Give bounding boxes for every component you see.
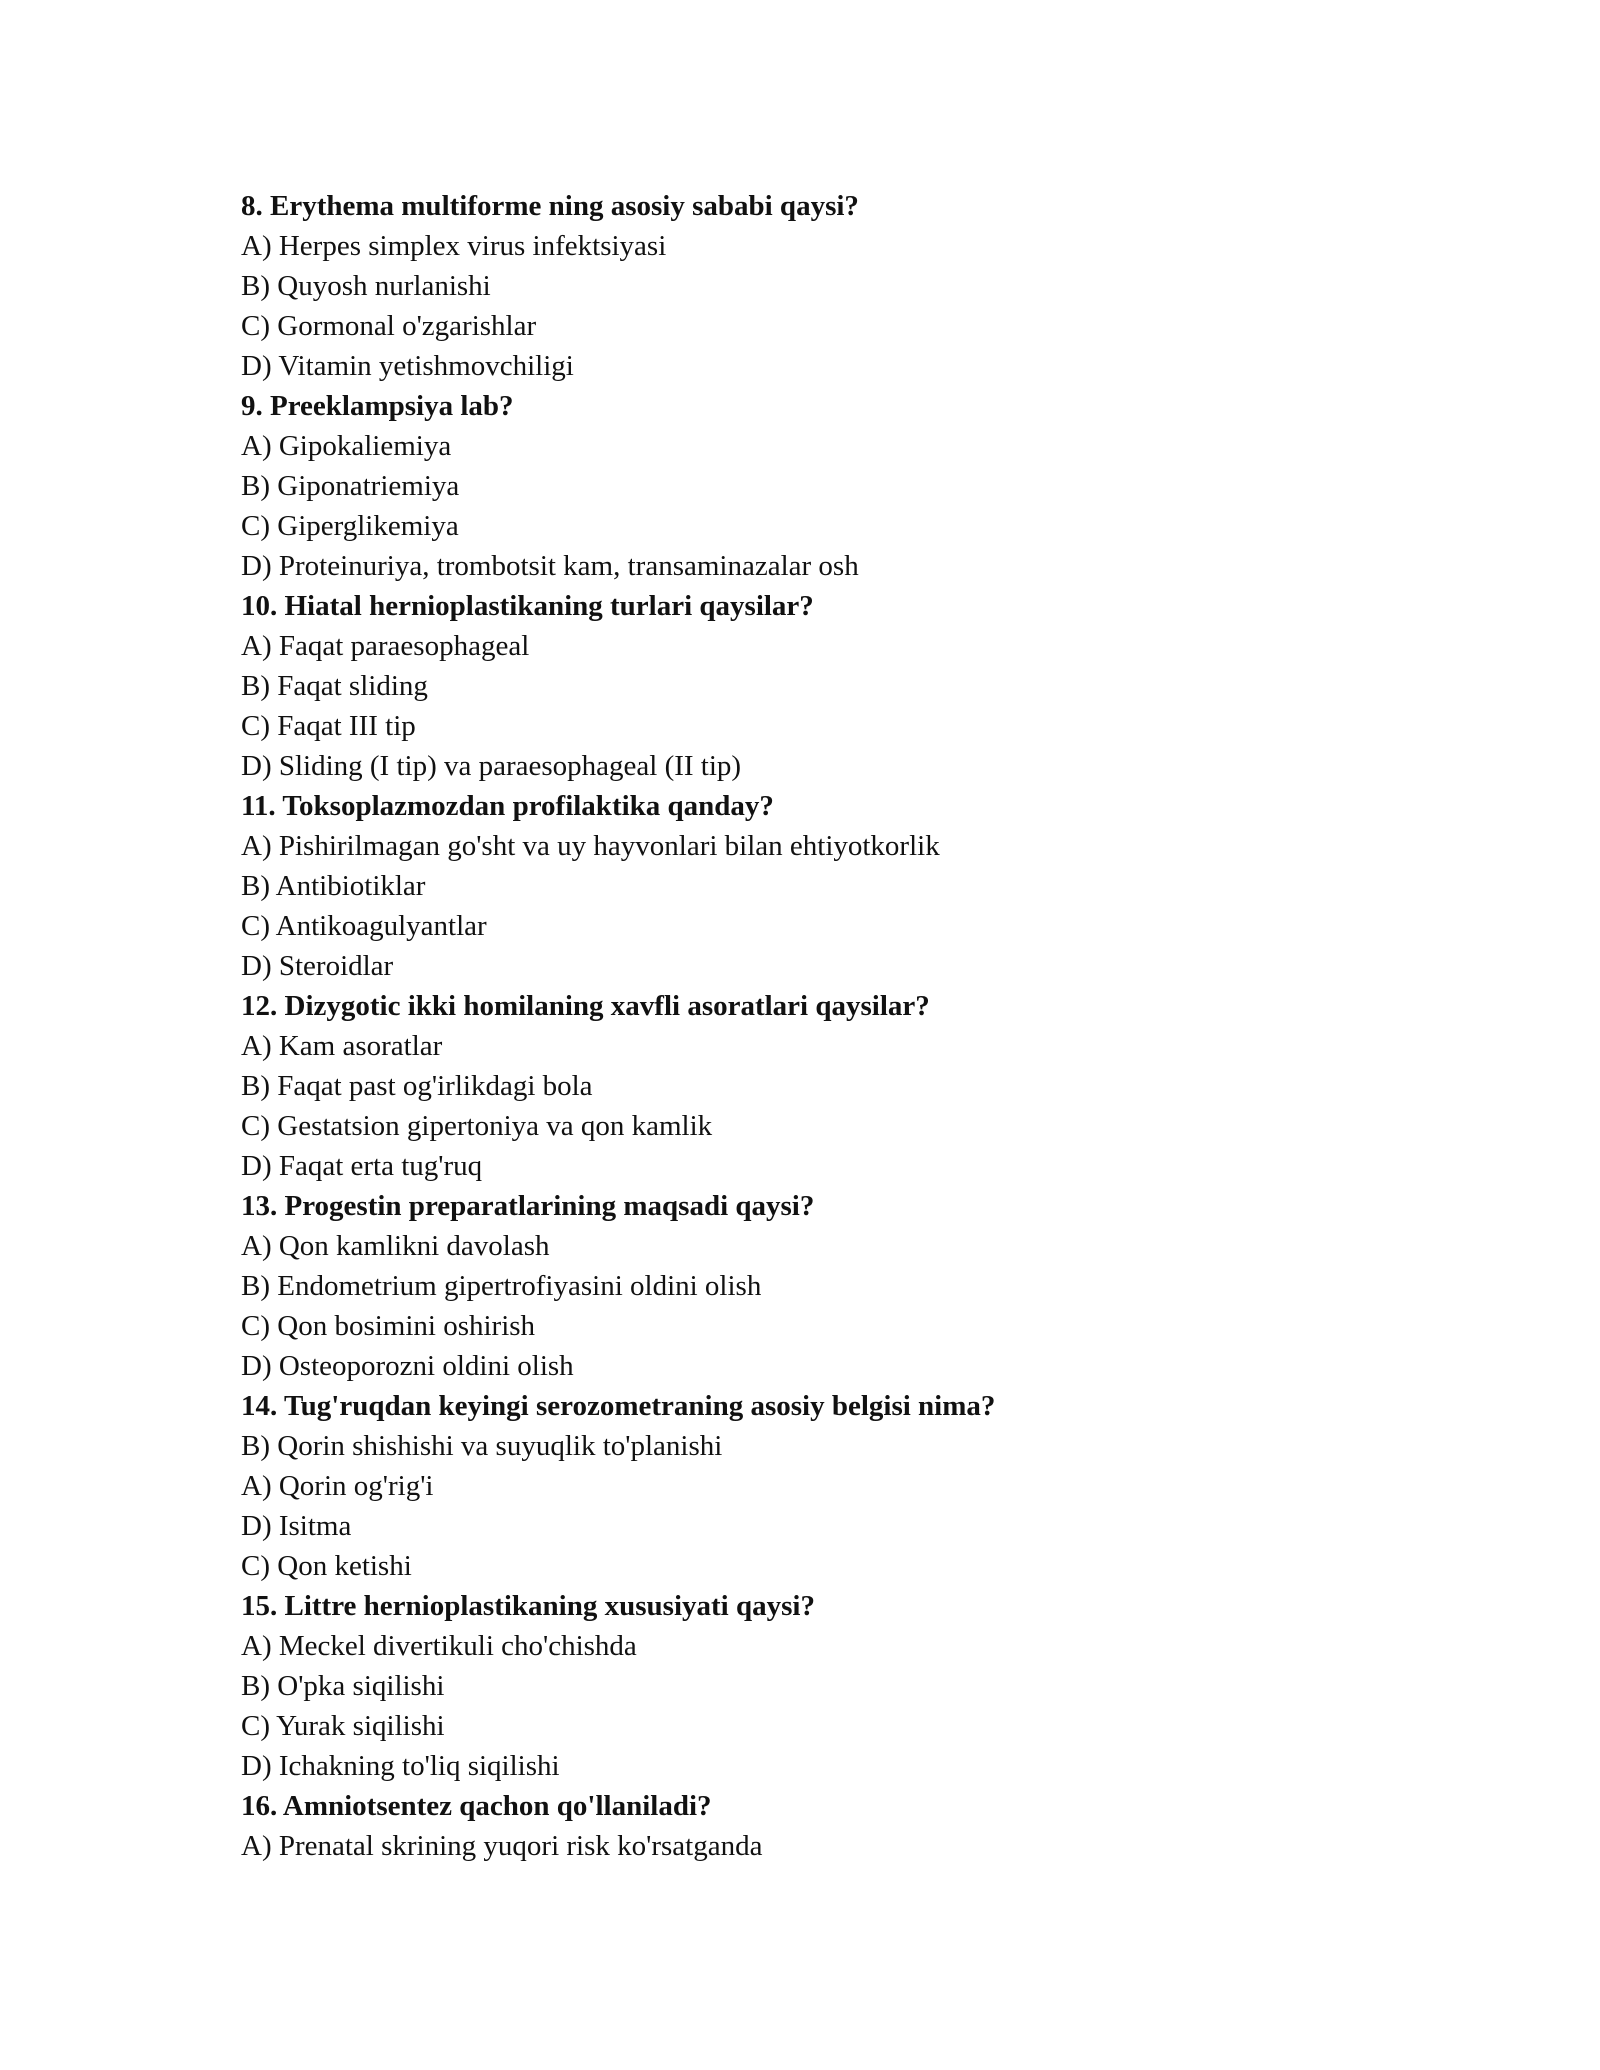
question-title: 9. Preeklampsiya lab? bbox=[241, 390, 514, 422]
answer-option: D) Isitma bbox=[241, 1510, 352, 1542]
answer-option: A) Qorin og'rig'i bbox=[241, 1470, 434, 1502]
question-title: 12. Dizygotic ikki homilaning xavfli asoratlari qaysilar? bbox=[241, 990, 930, 1022]
answer-option: A) Qon kamlikni davolash bbox=[241, 1230, 550, 1262]
answer-option: A) Faqat paraesophageal bbox=[241, 630, 530, 662]
question-list bbox=[241, 186, 1441, 1866]
answer-option: B) Giponatriemiya bbox=[241, 470, 460, 502]
answer-option: D) Vitamin yetishmovchiligi bbox=[241, 350, 574, 382]
answer-option: B) Endometrium gipertrofiyasini oldini olish bbox=[241, 1270, 762, 1302]
answer-option: C) Qon ketishi bbox=[241, 1550, 412, 1582]
answer-option: D) Ichakning to'liq siqilishi bbox=[241, 1750, 560, 1782]
answer-option: C) Gormonal o'zgarishlar bbox=[241, 310, 537, 342]
question-title: 8. Erythema multiforme ning asosiy sababi qaysi? bbox=[241, 190, 859, 222]
answer-option: B) Faqat past og'irlikdagi bola bbox=[241, 1070, 593, 1102]
question-title: 14. Tug'ruqdan keyingi serozometraning asosiy belgisi nima? bbox=[241, 1390, 996, 1422]
answer-option: D) Faqat erta tug'ruq bbox=[241, 1150, 483, 1182]
question-title: 11. Toksoplazmozdan profilaktika qanday? bbox=[241, 790, 774, 822]
answer-option: B) Faqat sliding bbox=[241, 670, 428, 702]
answer-option: A) Kam asoratlar bbox=[241, 1030, 443, 1062]
answer-option: C) Qon bosimini oshirish bbox=[241, 1310, 536, 1342]
answer-option: D) Proteinuriya, trombotsit kam, transaminazalar osh bbox=[241, 550, 859, 582]
answer-option: C) Faqat III tip bbox=[241, 710, 416, 742]
answer-option: A) Herpes simplex virus infektsiyasi bbox=[241, 230, 667, 262]
answer-option: B) Quyosh nurlanishi bbox=[241, 270, 491, 302]
question-title: 13. Progestin preparatlarining maqsadi qaysi? bbox=[241, 1190, 815, 1222]
answer-option: C) Gestatsion gipertoniya va qon kamlik bbox=[241, 1110, 713, 1142]
question-title: 16. Amniotsentez qachon qo'llaniladi? bbox=[241, 1790, 712, 1822]
answer-option: D) Sliding (I tip) va paraesophageal (II tip) bbox=[241, 750, 742, 782]
answer-option: D) Osteoporozni oldini olish bbox=[241, 1350, 574, 1382]
question-title: 15. Littre hernioplastikaning xususiyati qaysi? bbox=[241, 1590, 815, 1622]
answer-option: A) Prenatal skrining yuqori risk ko'rsatganda bbox=[241, 1830, 763, 1862]
answer-option: C) Giperglikemiya bbox=[241, 510, 459, 542]
answer-option: A) Pishirilmagan go'sht va uy hayvonlari bilan ehtiyotkorlik bbox=[241, 830, 940, 862]
answer-option: A) Meckel divertikuli cho'chishda bbox=[241, 1630, 637, 1662]
question-title: 10. Hiatal hernioplastikaning turlari qaysilar? bbox=[241, 590, 814, 622]
answer-option: B) O'pka siqilishi bbox=[241, 1670, 445, 1702]
answer-option: A) Gipokaliemiya bbox=[241, 430, 452, 462]
answer-option: B) Qorin shishishi va suyuqlik to'planishi bbox=[241, 1430, 723, 1462]
answer-option: C) Antikoagulyantlar bbox=[241, 910, 487, 942]
answer-option: D) Steroidlar bbox=[241, 950, 394, 982]
answer-option: B) Antibiotiklar bbox=[241, 870, 426, 902]
answer-option: C) Yurak siqilishi bbox=[241, 1710, 445, 1742]
